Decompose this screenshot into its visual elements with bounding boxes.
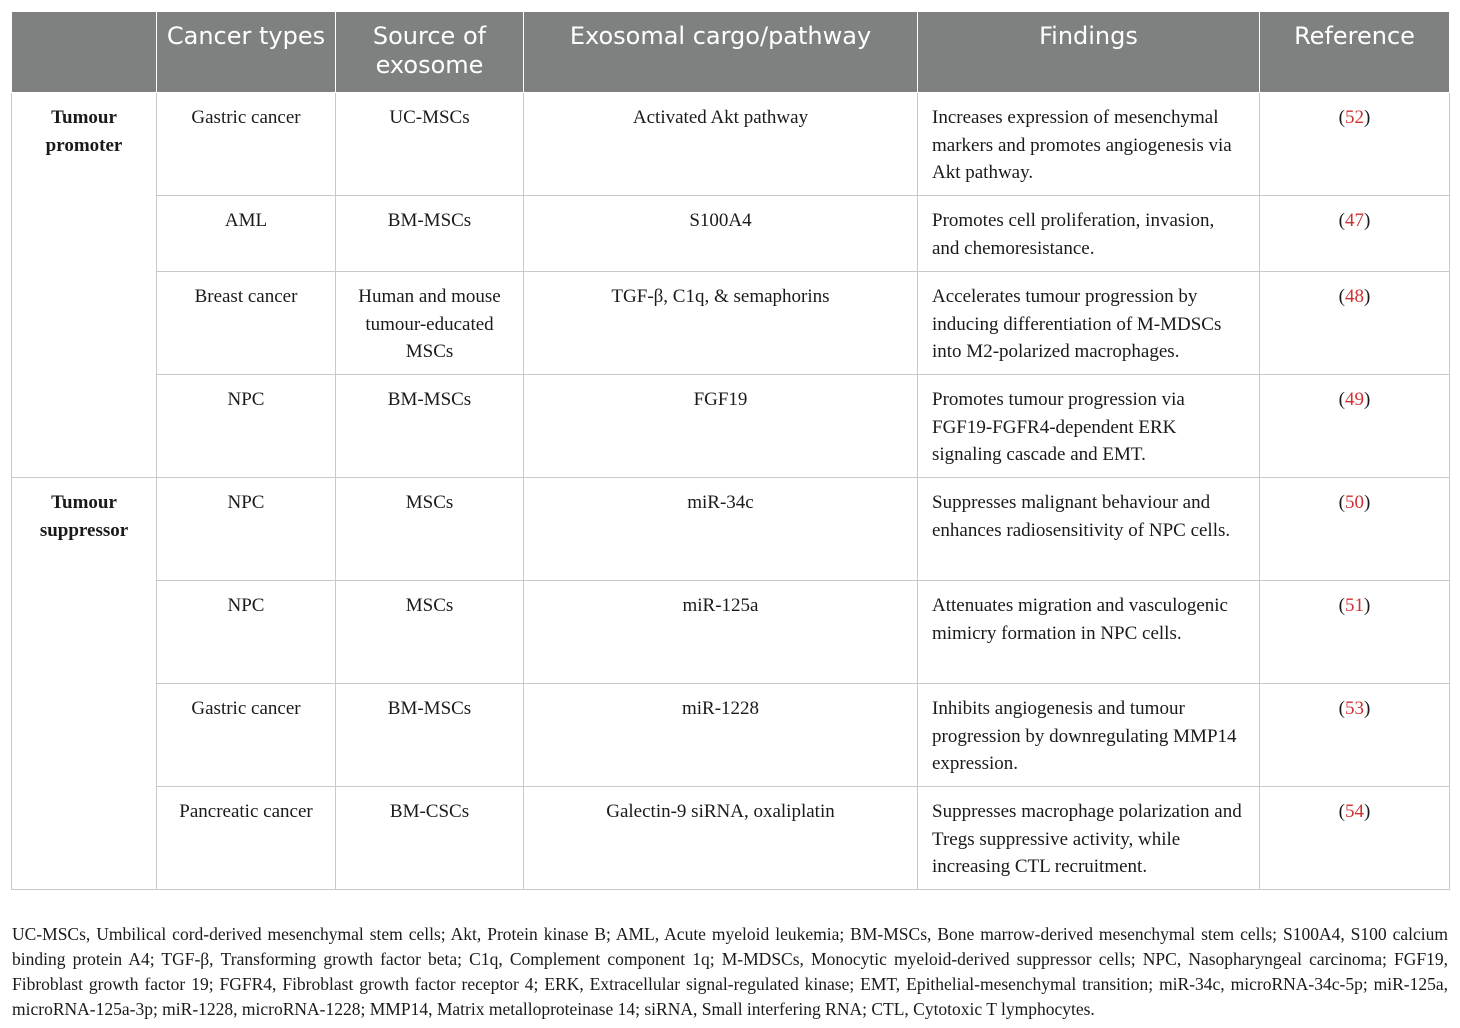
findings-cell: Attenuates migration and vasculogenic mimicry formation in NPC cells. [918,581,1260,684]
header-findings: Findings [918,12,1260,93]
cancer-type-cell: Gastric cancer [157,93,336,196]
reference-link[interactable]: 47 [1345,210,1364,231]
reference-cell [1260,196,1450,272]
ref-paren-open: ( [1338,801,1345,822]
reference-cell [1260,272,1450,375]
findings-cell: Suppresses macrophage polarization and Tregs suppressive activity, while increasing CTL recruitment. [918,787,1260,890]
reference-cell [1260,581,1450,684]
ref-paren-close: ) [1364,210,1371,231]
header-group [12,12,157,93]
reference-link[interactable]: 54 [1345,801,1364,822]
source-cell: BM-CSCs [336,787,524,890]
ref-paren-open: ( [1338,210,1345,231]
source-cell: MSCs [336,478,524,581]
reference-link[interactable]: 48 [1345,286,1364,307]
cargo-cell: TGF-β, C1q, & semaphorins [524,272,918,375]
findings-cell: Accelerates tumour progression by inducing differentiation of M-MDSCs into M2-polarized macrophages. [918,272,1260,375]
reference-cell [1260,375,1450,478]
group-label-promoter: Tumour promoter [12,93,157,478]
cargo-cell: miR-34c [524,478,918,581]
table-row [12,684,1450,787]
reference-link[interactable]: 52 [1345,107,1364,128]
reference-cell [1260,787,1450,890]
cancer-type-cell: NPC [157,581,336,684]
header-row [12,12,1450,93]
data-table-container [11,11,1449,890]
findings-cell: Promotes cell proliferation, invasion, and chemoresistance. [918,196,1260,272]
cargo-cell: S100A4 [524,196,918,272]
header-cargo: Exosomal cargo/pathway [524,12,918,93]
table-row [12,787,1450,890]
source-cell: UC-MSCs [336,93,524,196]
cancer-type-cell: NPC [157,478,336,581]
ref-paren-open: ( [1338,595,1345,616]
ref-paren-open: ( [1338,389,1345,410]
cancer-type-cell: Gastric cancer [157,684,336,787]
cargo-cell: Activated Akt pathway [524,93,918,196]
reference-link[interactable]: 51 [1345,595,1364,616]
ref-paren-close: ) [1364,107,1371,128]
header-reference: Reference [1260,12,1450,93]
table-row [12,375,1450,478]
ref-paren-close: ) [1364,595,1371,616]
table-row [12,478,1450,581]
reference-link[interactable]: 50 [1345,492,1364,513]
source-cell: BM-MSCs [336,375,524,478]
cancer-type-cell: Pancreatic cancer [157,787,336,890]
cargo-cell: Galectin-9 siRNA, oxaliplatin [524,787,918,890]
source-cell: BM-MSCs [336,196,524,272]
cancer-type-cell: AML [157,196,336,272]
ref-paren-close: ) [1364,801,1371,822]
findings-cell: Increases expression of mesenchymal markers and promotes angiogenesis via Akt pathway. [918,93,1260,196]
ref-paren-open: ( [1338,286,1345,307]
ref-paren-open: ( [1338,107,1345,128]
cancer-type-cell: NPC [157,375,336,478]
ref-paren-close: ) [1364,389,1371,410]
exosome-table [11,11,1450,890]
header-cancer-types: Cancer types [157,12,336,93]
reference-cell [1260,93,1450,196]
source-cell: Human and mouse tumour-educated MSCs [336,272,524,375]
header-source: Source of exosome [336,12,524,93]
source-cell: MSCs [336,581,524,684]
table-row [12,93,1450,196]
findings-cell: Suppresses malignant behaviour and enhances radiosensitivity of NPC cells. [918,478,1260,581]
ref-paren-close: ) [1364,698,1371,719]
reference-cell [1260,684,1450,787]
reference-link[interactable]: 53 [1345,698,1364,719]
table-row [12,272,1450,375]
ref-paren-open: ( [1338,492,1345,513]
cargo-cell: miR-125a [524,581,918,684]
ref-paren-close: ) [1364,286,1371,307]
cargo-cell: miR-1228 [524,684,918,787]
findings-cell: Promotes tumour progression via FGF19-FGFR4-dependent ERK signaling cascade and EMT. [918,375,1260,478]
cancer-type-cell: Breast cancer [157,272,336,375]
table-row [12,196,1450,272]
ref-paren-close: ) [1364,492,1371,513]
cargo-cell: FGF19 [524,375,918,478]
findings-cell: Inhibits angiogenesis and tumour progression by downregulating MMP14 expression. [918,684,1260,787]
table-footnote: UC-MSCs, Umbilical cord-derived mesenchymal stem cells; Akt, Protein kinase B; AML, Acute myeloid leukemia; BM-MSCs, Bone marrow-derived mesenchymal stem cells; S100A4, S100 calcium binding protein A4; TGF-β, Transforming growth factor beta; C1q, Complement component 1q; M-MDSCs, Monocytic myeloid-derived suppressor cells; NPC, Nasopharyngeal carcinoma; FGF19, Fibroblast growth factor 19; FGFR4, Fibroblast growth factor receptor 4; ERK, Extracellular signal-regulated kinase; EMT, Epithelial-mesenchymal transition; miR-34c, microRNA-34c-5p; miR-125a, microRNA-125a-3p; miR-1228, microRNA-1228; MMP14, Matrix metalloproteinase 14; siRNA, Small interfering RNA; CTL, Cytotoxic T lymphocytes. [12,924,1448,1019]
source-cell: BM-MSCs [336,684,524,787]
reference-link[interactable]: 49 [1345,389,1364,410]
table-row [12,581,1450,684]
ref-paren-open: ( [1338,698,1345,719]
reference-cell [1260,478,1450,581]
group-label-suppressor: Tumour suppressor [12,478,157,890]
